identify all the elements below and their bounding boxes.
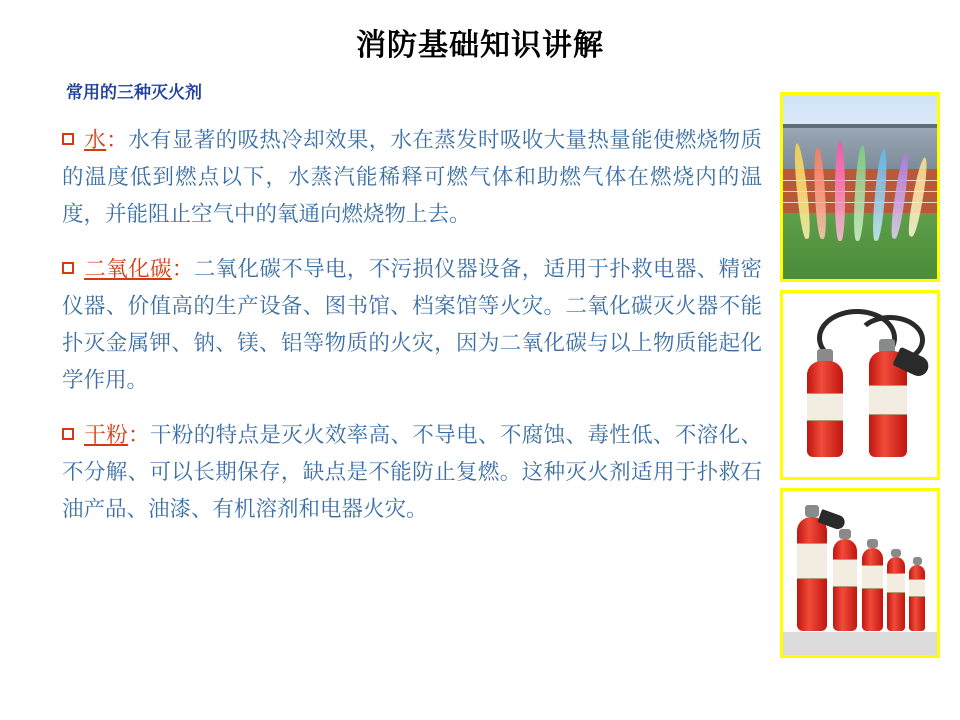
extinguisher-valve	[839, 529, 851, 539]
extinguisher-label	[807, 393, 843, 421]
page-title: 消防基础知识讲解	[356, 28, 604, 63]
extinguisher-cylinder	[909, 565, 925, 631]
bullet-paragraph-dry-powder	[62, 417, 762, 528]
section-subtitle: 常用的三种灭火剂	[66, 83, 202, 103]
extinguisher-label	[909, 579, 925, 597]
bullet-paragraph-co2	[62, 251, 762, 399]
extinguisher-label	[833, 559, 857, 587]
extinguisher-valve	[891, 549, 901, 557]
extinguisher-label	[887, 573, 905, 593]
photo-floor	[783, 632, 937, 655]
paragraph-text-water: 水有显著的吸热冷却效果，水在蒸发时吸收大量热量能使燃烧物质的温度低到燃点以下，水蒸汽能稀释可燃气体和助燃气体在燃烧内的温度，并能阻止空气中的氧通向燃烧物上去。	[62, 128, 762, 227]
extinguisher-cylinder	[862, 548, 883, 631]
paragraph-text-co2: 二氧化碳不导电，不污损仪器设备，适用于扑救电器、精密仪器、价值高的生产设备、图书馆、档案馆等火灾。二氧化碳灭火器不能扑灭金属钾、钠、镁、铝等物质的火灾，因为二氧化碳与以上物质能起化学作用。	[62, 257, 762, 393]
separator-dry-powder: ：	[128, 423, 150, 448]
separator-water: ：	[106, 128, 129, 153]
keyword-water: 水	[84, 128, 107, 153]
extinguisher-label	[797, 543, 827, 579]
paragraph-text-dry-powder: 干粉的特点是灭火效率高、不导电、不腐蚀、毒性低、不溶化、不分解、可以长期保存，缺点是不能防止复燃。这种灭火剂适用于扑救石油产品、油漆、有机溶剂和电器火灾。	[62, 423, 762, 522]
extinguisher-label	[869, 385, 907, 415]
water-spray-field-photo	[780, 92, 940, 282]
co2-extinguishers-photo	[780, 290, 940, 480]
content-body	[62, 122, 762, 546]
extinguisher-valve	[805, 505, 819, 517]
extinguisher-valve	[867, 539, 878, 548]
spray-jet	[835, 141, 845, 241]
image-column	[780, 92, 940, 658]
bullet-square-icon	[62, 428, 74, 440]
bullet-square-icon	[62, 133, 74, 145]
bullet-paragraph-water	[62, 122, 762, 233]
bullet-square-icon	[62, 262, 74, 274]
extinguisher-label	[862, 565, 883, 589]
keyword-dry-powder: 干粉	[84, 423, 129, 448]
extinguisher-cylinder	[887, 557, 905, 631]
separator-co2: ：	[171, 257, 194, 282]
extinguisher-valve	[913, 557, 922, 565]
dry-powder-extinguishers-photo	[780, 488, 940, 658]
keyword-co2: 二氧化碳	[84, 257, 172, 282]
